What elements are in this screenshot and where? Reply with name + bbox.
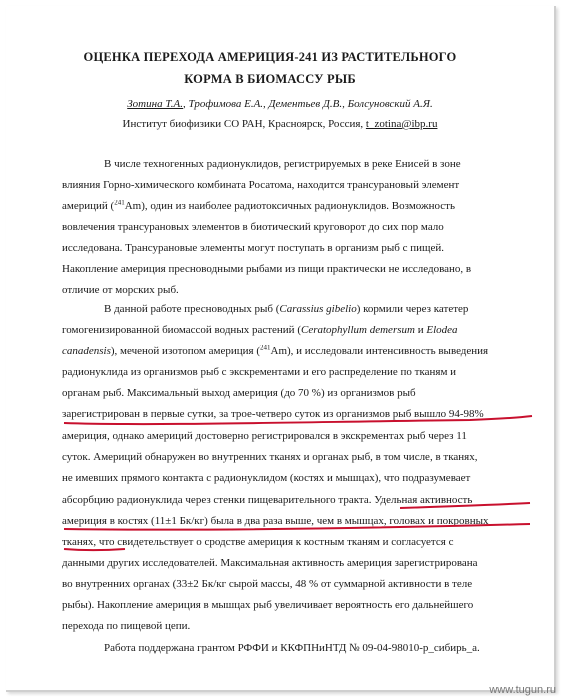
p2-line-11: америция в костях (11±1 Бк/кг) была в два раза выше, чем в мышцах, головах и покровных: [62, 515, 489, 527]
p1-line-1: В числе техногенных радионуклидов, регистрируемых в реке Енисей в зоне: [104, 158, 461, 170]
p2-line-13: данными других исследователей. Максимальная активность америция зарегистрирована: [62, 557, 478, 569]
p2-line-6: зарегистрирован в первые сутки, за трое-четверо суток из организмов рыб вышло 94-98%: [62, 408, 484, 420]
p2-line-8: суток. Америций обнаружен во внутренних тканях и органах рыб, в том числе, в тканях,: [62, 451, 478, 463]
p2-line-5: органам рыб. Максимальный выход америция (до 70 %) из организмов рыб: [62, 387, 416, 399]
email-link[interactable]: t_zotina@ibp.ru: [365, 118, 438, 130]
p1-line-7: отличие от морских рыб.: [62, 284, 179, 296]
p2-line-12: тканях, что свидетельствует о сродстве америция к костным тканям и согласуется с: [62, 536, 454, 548]
p2-line-4: радионуклида из организмов рыб с экскрементами и его распределение по тканям и: [62, 366, 457, 378]
p2-line-14: во внутренних органах (33±2 Бк/кг сырой массы, 48 % от суммарной активности в теле: [62, 578, 473, 590]
p1-line-5: исследована. Трансурановые элементы могут поступать в организм рыб с пищей.: [62, 242, 444, 254]
p2-line-9: не имевших прямого контакта с радионуклидом (костях и мышцах), что подразумевает: [62, 472, 471, 484]
p2-line-10: абсорбцию радионуклида через стенки пищеварительного тракта. Удельная активность: [62, 494, 473, 506]
p2-line-3: canadensis), меченой изотопом америция ($^{241}$Am), и исследовали интенсивность выведения: [62, 345, 489, 357]
p1-line-4: вовлечения трансурановых элементов в биотический круговорот до сих пор мало: [62, 221, 444, 233]
p2-line-15: рыбы). Накопление америция в мышцах рыб увеличивает вероятность его дальнейшего: [62, 599, 474, 611]
title-line-1: ОЦЕНКА ПЕРЕХОДА АМЕРИЦИЯ-241 ИЗ РАСТИТЕЛЬНОГО: [83, 50, 457, 64]
co-authors: , Трофимова Е.А., Дементьев Д.В., Болсуновский А.Я.: [182, 98, 433, 110]
p2-line-2: гомогенизированной биомассой водных растений (Ceratophyllum demersum и Elodea: [62, 324, 458, 336]
watermark: www.tugun.ru: [489, 684, 556, 696]
institute: [70, 118, 490, 130]
funding-note: Работа поддержана грантом РФФИ и ККФПНиНТД № 09-04-98010-р_сибирь_а.: [104, 642, 480, 654]
title-line-2: КОРМА В БИОМАССУ РЫБ: [184, 72, 356, 86]
p1-line-2: влияния Горно-химического комбината Росатома, находится трансурановый элемент: [62, 179, 460, 191]
p1-line-3: америций ($^{241}$Am), один из наиболее радиотоксичных радионуклидов. Возможность: [62, 200, 455, 212]
p2-line-7: америция, однако америций достоверно регистрировался в экскрементах рыб через 11: [62, 430, 467, 442]
p2-line-1: В данной работе пресноводных рыб (Carassius gibelio) кормили через катетер: [104, 303, 469, 315]
p2-line-16: перехода по пищевой цепи.: [62, 620, 191, 632]
first-author: Зотина Т.А.: [127, 98, 183, 110]
p1-line-6: Накопление америция пресноводными рыбами из пищи практически не исследовано, в: [62, 263, 472, 275]
authors: [90, 98, 470, 110]
institute-name: Институт биофизики СО РАН, Красноярск, Россия,: [122, 118, 366, 130]
